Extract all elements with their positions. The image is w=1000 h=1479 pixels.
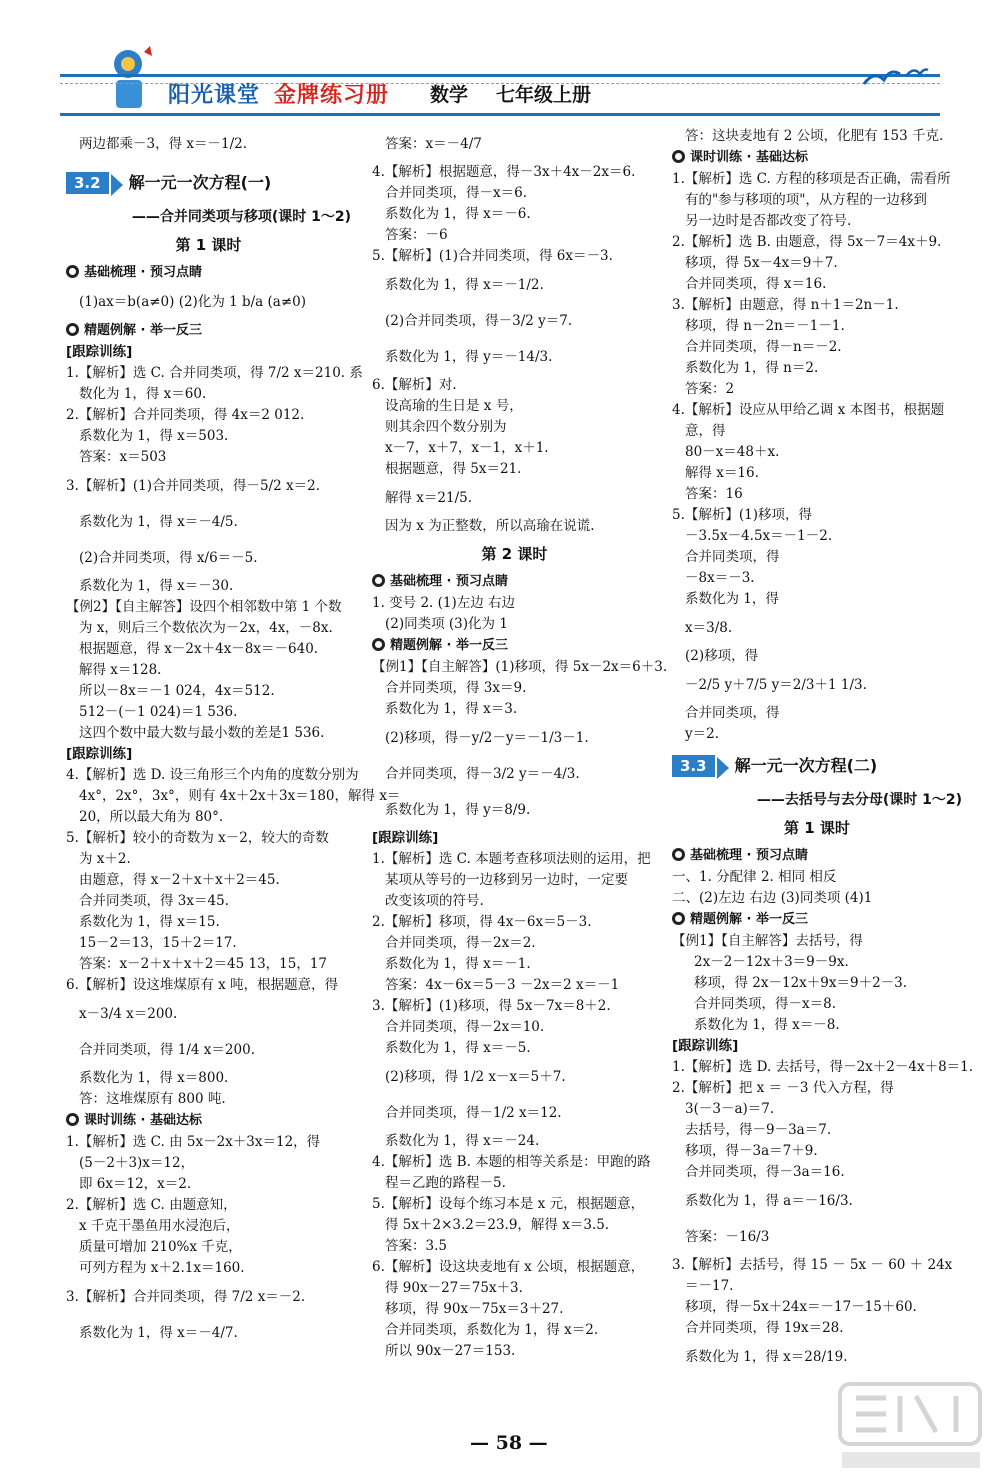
header-subject: 数学 <box>430 84 469 106</box>
text-line: 得 5x＋2×3.2＝23.9，解得 x＝3.5. <box>385 1217 610 1233</box>
text-line: 合并同类项，得－3a＝16. <box>685 1164 845 1180</box>
column-middle <box>372 126 668 1362</box>
section-subtitle: ——合并同类项与移项(课时 1～2) <box>131 209 351 225</box>
text-line: 所以 90x－27＝153. <box>385 1343 516 1359</box>
text-line: 4.【解析】设应从甲给乙调 x 本图书，根据题 <box>672 402 945 418</box>
text-line: 5.【解析】(1)合并同类项，得 6x＝－3. <box>372 248 613 264</box>
text-line: 系数化为 1，得 y＝－14/3. <box>385 349 553 365</box>
text-line: (2)移项，得 <box>685 648 759 664</box>
text-line: 【例2】【自主解答】设四个相邻数中第 1 个数 <box>66 599 342 615</box>
text-line: 系数化为 1，得 x＝－8. <box>694 1017 840 1033</box>
text-line: 系数化为 1，得 x＝－4/7. <box>79 1325 238 1341</box>
text-line: 系数化为 1，得 n＝2. <box>685 360 819 376</box>
text-line: 3.【解析】由题意，得 n＋1＝2n－1. <box>672 297 899 313</box>
subsection-heading-text: 精题例解 · 举一反三 <box>690 912 808 927</box>
birds-icon <box>860 62 930 92</box>
text-line: 答案：x＝－4/7 <box>385 136 482 152</box>
text-line: y＝2. <box>685 726 720 742</box>
text-line: 3.【解析】去括号，得 15 － 5x － 60 ＋ 24x <box>672 1257 953 1273</box>
text-line: 系数化为 1，得 x＝－30. <box>79 578 234 594</box>
subsection-heading <box>372 571 657 593</box>
subsection-heading-text: 精题例解 · 举一反三 <box>390 638 508 653</box>
text-line: 则其余四个数分别为 <box>385 419 507 435</box>
text-line: 移项，得－3a＝7＋9. <box>685 1143 818 1159</box>
section-subtitle: ——去括号与去分母(课时 1～2) <box>756 792 962 808</box>
subsection-heading <box>672 909 962 931</box>
text-line: (1)ax＝b(a≠0) (2)化为 1 b/a (a≠0) <box>79 294 307 310</box>
bracket-label: [跟踪训练] <box>372 830 439 846</box>
text-line: 移项，得－5x＋24x＝－17－15＋60. <box>685 1299 917 1315</box>
text-line: 系数化为 1，得 x＝28/19. <box>685 1349 848 1365</box>
brand-name: 阳光课堂 <box>168 83 261 108</box>
text-line: 合并同类项，得 3x＝45. <box>79 893 229 909</box>
text-line: 去括号，得－9－3a＝7. <box>685 1122 832 1138</box>
subsection-heading <box>672 147 962 169</box>
text-line: 系数化为 1，得 a＝－16/3. <box>685 1193 853 1209</box>
text-line: 根据题意，得 x－2x＋4x－8x＝－640. <box>79 641 319 657</box>
text-line: 答案：－6 <box>385 227 448 243</box>
text-line: 合并同类项，得 x＝16. <box>685 276 827 292</box>
text-line: x 千克干墨鱼用水浸泡后， <box>79 1218 240 1234</box>
text-line: 意，得 <box>685 423 726 439</box>
text-line: 4.【解析】选 B. 本题的相等关系是：甲跑的路 <box>372 1154 651 1170</box>
text-line: 有的"参与移项的项"，从方程的一边移到 <box>685 192 927 208</box>
text-line: 5.【解析】较小的奇数为 x－2，较大的奇数 <box>66 830 329 846</box>
text-line: 答：这块麦地有 2 公顷，化肥有 153 千克. <box>685 128 944 144</box>
lesson-title: 第 2 课时 <box>481 545 548 563</box>
text-line: 合并同类项，得 19x＝28. <box>685 1320 844 1336</box>
text-line: 2.【解析】选 C. 由题意知， <box>66 1197 237 1213</box>
text-line: 答：这堆煤原有 800 吨. <box>79 1091 226 1107</box>
section-number: 3.2 <box>66 172 109 194</box>
text-line: (2)同类项 (3)化为 1 <box>385 616 508 632</box>
series-name: 金牌练习册 <box>274 83 390 108</box>
text-line: 系数化为 1，得 x＝15. <box>79 914 220 930</box>
text-line: 因为 x 为正整数，所以高瑜在说谎. <box>385 518 595 534</box>
bullet-icon <box>66 265 79 278</box>
section-title: 解一元一次方程(一) <box>128 173 272 192</box>
text-line: 80－x＝48＋x. <box>685 444 780 460</box>
text-line: 这四个数中最大数与最小数的差是1 536. <box>79 725 325 741</box>
subsection-heading <box>372 635 657 657</box>
text-line: 移项，得 2x－12x＋9x＝9＋2－3. <box>694 975 908 991</box>
text-line: 512－(－1 024)＝1 536. <box>79 704 238 720</box>
text-line: 2x－2－12x＋3＝9－9x. <box>694 954 849 970</box>
text-line: 5.【解析】设每个练习本是 x 元，根据题意， <box>372 1196 645 1212</box>
text-line: 4x°，2x°，3x°，则有 4x＋2x＋3x＝180，解得 x＝ <box>79 788 401 804</box>
subsection-heading-text: 课时训练 · 基础达标 <box>84 1113 202 1128</box>
text-line: 答案：x－2＋x＋x＋2＝45 13，15，17 <box>79 956 328 972</box>
text-line: 程＝乙跑的路程－5. <box>385 1175 506 1191</box>
text-line: 合并同类项，得－1/2 x＝12. <box>385 1105 562 1121</box>
text-line: 解得 x＝21/5. <box>385 490 473 506</box>
text-line: 合并同类项，系数化为 1，得 x＝2. <box>385 1322 599 1338</box>
text-line: 移项，得 90x－75x＝3＋27. <box>385 1301 564 1317</box>
text-line: (2)合并同类项，得－3/2 y＝7. <box>385 313 573 329</box>
text-line: 合并同类项，得 1/4 x＝200. <box>79 1042 255 1058</box>
section-heading <box>672 753 962 785</box>
bullet-icon <box>372 574 385 587</box>
chevron-right-icon <box>717 757 729 779</box>
text-line: 合并同类项，得 <box>685 705 780 721</box>
text-line: 改变该项的符号. <box>385 893 484 909</box>
bullet-icon <box>672 912 685 925</box>
subsection-heading <box>66 262 351 284</box>
text-line: 答案：2 <box>685 381 735 397</box>
bullet-icon <box>372 638 385 651</box>
text-line: 1. 变号 2. (1)左边 右边 <box>372 595 516 611</box>
bullet-icon <box>66 1113 79 1126</box>
header-title <box>168 78 389 109</box>
section-title: 解一元一次方程(二) <box>734 756 878 775</box>
text-line: 某项从等号的一边移到另一边时，一定要 <box>385 872 628 888</box>
text-line: 为 x＋2. <box>79 851 131 867</box>
text-line: 得 90x－27＝75x＋3. <box>385 1280 523 1296</box>
text-line: 5.【解析】(1)移项，得 <box>672 507 813 523</box>
text-line: 数化为 1，得 x＝60. <box>79 386 207 402</box>
bracket-label: [跟踪训练] <box>672 1038 739 1054</box>
subsection-heading-text: 精题例解 · 举一反三 <box>84 323 202 338</box>
text-line: 6.【解析】设这堆煤原有 x 吨，根据题意，得 <box>66 977 339 993</box>
text-line: 2.【解析】合并同类项，得 4x＝2 012. <box>66 407 305 423</box>
lesson-title: 第 1 课时 <box>175 236 242 254</box>
text-line: 移项，得 5x－4x＝9＋7. <box>685 255 838 271</box>
bullet-icon <box>672 848 685 861</box>
text-line: 6.【解析】设这块麦地有 x 公顷，根据题意， <box>372 1259 645 1275</box>
text-line: 答案：x＝503 <box>79 449 167 465</box>
text-line: 系数化为 1，得 x＝800. <box>79 1070 229 1086</box>
bracket-label: [跟踪训练] <box>66 344 133 360</box>
page-number: — 58 — <box>470 1432 548 1454</box>
text-line: 另一边时是否都改变了符号. <box>685 213 852 229</box>
text-line: －2/5 y＋7/5 y＝2/3＋1 1/3. <box>685 677 867 693</box>
text-line: 2.【解析】移项，得 4x－6x＝5－3. <box>372 914 592 930</box>
text-line: 解得 x＝16. <box>685 465 759 481</box>
text-line: 系数化为 1，得 x＝－1/2. <box>385 277 544 293</box>
text-line: 【例1】【自主解答】去括号，得 <box>672 933 863 949</box>
text-line: 质量可增加 210%x 千克， <box>79 1239 242 1255</box>
text-line: 合并同类项，得－3/2 y＝－4/3. <box>385 766 580 782</box>
text-line: 2.【解析】选 B. 由题意，得 5x－7＝4x＋9. <box>672 234 942 250</box>
bracket-label: [跟踪训练] <box>66 746 133 762</box>
text-line: 6.【解析】对. <box>372 377 457 393</box>
text-line: 一、1. 分配律 2. 相同 相反 <box>672 869 837 885</box>
text-line: x－3/4 x＝200. <box>79 1006 178 1022</box>
text-line: 【例1】【自主解答】(1)移项，得 5x－2x＝6＋3. <box>372 659 668 675</box>
text-line: 合并同类项，得－x＝8. <box>694 996 836 1012</box>
text-line: 3.【解析】(1)移项，得 5x－7x＝8＋2. <box>372 998 611 1014</box>
subsection-heading <box>672 845 962 867</box>
column-left <box>66 126 401 1351</box>
text-line: x－7，x＋7，x－1，x＋1. <box>385 440 549 456</box>
text-line: 系数化为 1，得 x＝－24. <box>385 1133 540 1149</box>
text-line: 系数化为 1，得 <box>685 591 779 607</box>
text-line: 系数化为 1，得 x＝503. <box>79 428 229 444</box>
text-line: 即 6x＝12，x＝2. <box>79 1176 192 1192</box>
text-line: 合并同类项，得 <box>685 549 780 565</box>
text-line: 系数化为 1，得 x＝－4/5. <box>79 514 238 530</box>
subsection-heading-text: 基础梳理 · 预习点睛 <box>690 848 808 863</box>
text-line: 合并同类项，得－x＝6. <box>385 185 527 201</box>
text-line: 4.【解析】根据题意，得－3x＋4x－2x＝6. <box>372 164 636 180</box>
text-line: (2)移项，得－y/2－y＝－1/3－1. <box>385 730 589 746</box>
text-line: 1.【解析】选 C. 方程的移项是否正确，需看所 <box>672 171 951 187</box>
text-line: 可列方程为 x＋2.1x＝160. <box>79 1260 245 1276</box>
text-line: 答案：3.5 <box>385 1238 447 1254</box>
text-line: 20，所以最大角为 80°. <box>79 809 224 825</box>
text-line: 3.【解析】合并同类项，得 7/2 x＝－2. <box>66 1289 306 1305</box>
text-line: 3(－3－a)＝7. <box>685 1101 775 1117</box>
text-line: －8x＝－3. <box>685 570 755 586</box>
subsection-heading <box>66 320 351 342</box>
text-line: 合并同类项，得－n＝－2. <box>685 339 842 355</box>
lesson-title: 第 1 课时 <box>784 819 850 837</box>
text-line: 两边都乘－3，得 x＝－1/2. <box>79 136 248 152</box>
text-line: 答案：16 <box>685 486 743 502</box>
text-line: 所以－8x＝－1 024，4x＝512. <box>79 683 275 699</box>
text-line: (2)合并同类项，得 x/6＝－5. <box>79 550 258 566</box>
watermark-logo-icon <box>836 1378 986 1474</box>
text-line: 根据题意，得 5x＝21. <box>385 461 522 477</box>
text-line: 系数化为 1，得 x＝－1. <box>385 956 531 972</box>
text-line: 1.【解析】选 C. 合并同类项，得 7/2 x＝210. 系 <box>66 365 363 381</box>
text-line: 1.【解析】选 D. 去括号，得－2x＋2－4x＋8＝1. <box>672 1059 974 1075</box>
text-line: 2.【解析】把 x ＝ －3 代入方程，得 <box>672 1080 894 1096</box>
text-line: 系数化为 1，得 x＝－5. <box>385 1040 531 1056</box>
chevron-right-icon <box>111 174 123 196</box>
text-line: (5－2＋3)x＝12， <box>79 1155 195 1171</box>
bullet-icon <box>66 323 79 336</box>
subsection-heading-text: 基础梳理 · 预习点睛 <box>84 265 202 280</box>
text-line: 15－2＝13，15＋2＝17. <box>79 935 237 951</box>
text-line: x＝3/8. <box>685 620 733 636</box>
text-line: 3.【解析】(1)合并同类项，得－5/2 x＝2. <box>66 478 321 494</box>
text-line: 1.【解析】选 C. 由 5x－2x＋3x＝12，得 <box>66 1134 321 1150</box>
page-header <box>0 0 1000 122</box>
text-line: 答案：4x－6x＝5－3 －2x＝2 x＝－1 <box>385 977 620 993</box>
text-line: 1.【解析】选 C. 本题考查移项法则的运用，把 <box>372 851 651 867</box>
text-line: 系数化为 1，得 x＝3. <box>385 701 518 717</box>
text-line: 答案：－16/3 <box>685 1229 770 1245</box>
subsection-heading <box>66 1110 351 1132</box>
text-line: 系数化为 1，得 x＝－6. <box>385 206 531 222</box>
bullet-icon <box>672 150 685 163</box>
text-line: 移项，得 n－2n＝－1－1. <box>685 318 845 334</box>
text-line: (2)移项，得 1/2 x－x＝5＋7. <box>385 1069 566 1085</box>
section-heading <box>66 170 351 202</box>
text-line: 合并同类项，得－2x＝2. <box>385 935 536 951</box>
text-line: 合并同类项，得－2x＝10. <box>385 1019 545 1035</box>
text-line: －3.5x－4.5x＝－1－2. <box>685 528 833 544</box>
column-right <box>672 126 974 1375</box>
text-line: 二、(2)左边 右边 (3)同类项 (4)1 <box>672 890 873 906</box>
subsection-heading-text: 课时训练 · 基础达标 <box>690 150 808 165</box>
text-line: 解得 x＝128. <box>79 662 162 678</box>
text-line: 由题意，得 x－2＋x＋x＋2＝45. <box>79 872 280 888</box>
text-line: 4.【解析】选 D. 设三角形三个内角的度数分别为 <box>66 767 359 783</box>
text-line: ＝－17. <box>685 1278 734 1294</box>
text-line: 合并同类项，得 3x＝9. <box>385 680 527 696</box>
section-number: 3.3 <box>672 755 715 777</box>
text-line: 系数化为 1，得 y＝8/9. <box>385 802 531 818</box>
text-line: 设高瑜的生日是 x 号， <box>385 398 523 414</box>
subsection-heading-text: 基础梳理 · 预习点睛 <box>390 574 508 589</box>
text-line: 为 x，则后三个数依次为－2x，4x，－8x. <box>79 620 333 636</box>
header-grade: 七年级上册 <box>496 84 592 106</box>
